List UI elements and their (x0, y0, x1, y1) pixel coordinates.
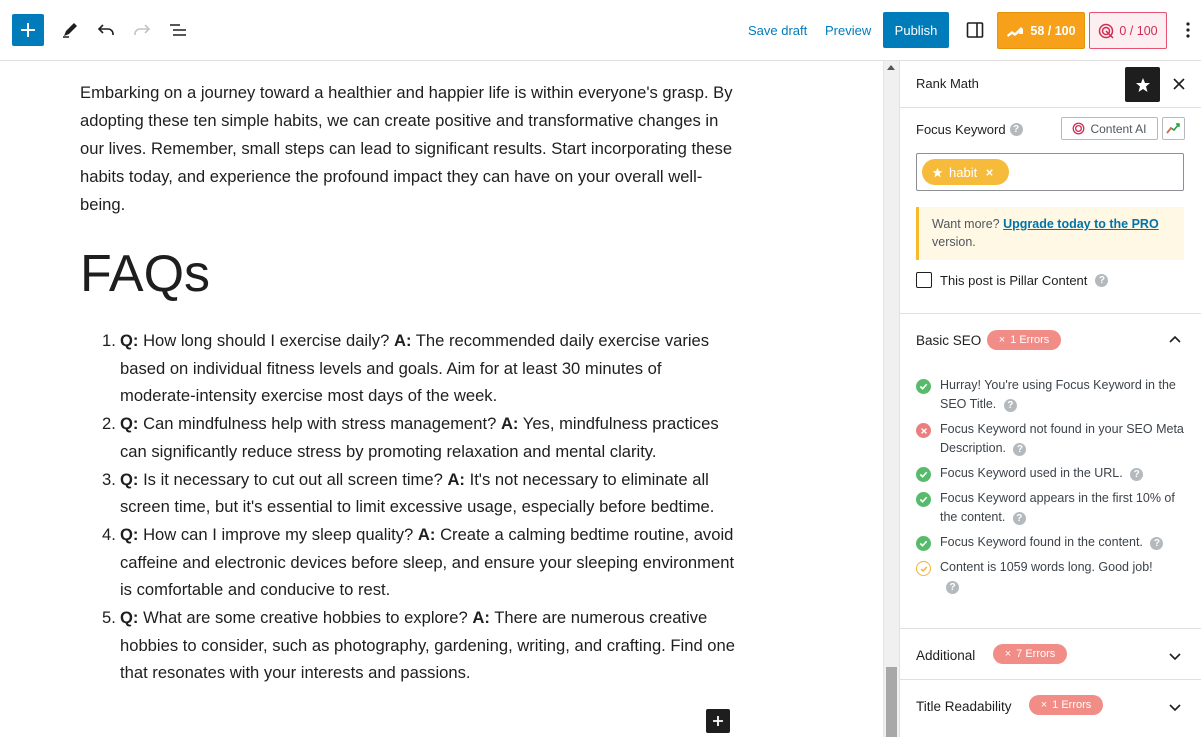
error-badge: × 7 Errors (993, 644, 1067, 664)
close-icon: × (1004, 648, 1012, 660)
content-ai-icon (1098, 23, 1114, 39)
basic-seo-section (900, 313, 1201, 629)
redo-button[interactable] (126, 14, 158, 46)
sidebar-header (900, 61, 1201, 108)
sidebar-toggle-icon (965, 20, 985, 40)
title-readability-title[interactable]: Title Readability (916, 699, 1012, 714)
close-sidebar-button[interactable] (1168, 73, 1190, 95)
kebab-menu-icon (1185, 21, 1191, 39)
plus-icon (711, 714, 725, 728)
upgrade-notice: Want more? Upgrade today to the PRO version. (916, 207, 1184, 260)
chevron-up-icon[interactable] (1168, 333, 1182, 347)
help-icon[interactable]: ? (946, 581, 959, 594)
error-badge: × 1 Errors (1029, 695, 1103, 715)
edit-tool-button[interactable] (54, 14, 86, 46)
editor-toolbar (0, 0, 1201, 61)
add-block-button[interactable] (12, 14, 44, 46)
save-draft-button[interactable]: Save draft (748, 23, 808, 38)
list-view-button[interactable] (162, 14, 194, 46)
keyword-tag[interactable] (922, 159, 1009, 185)
ai-score-value: 0 / 100 (1119, 23, 1158, 38)
help-icon[interactable]: ? (1013, 512, 1026, 525)
check-item-pass: Focus Keyword found in the content. ? (916, 533, 1188, 552)
chevron-down-icon[interactable] (1168, 649, 1182, 663)
error-icon (916, 423, 931, 438)
list-view-icon (168, 20, 188, 40)
close-icon: × (998, 334, 1006, 346)
paragraph-block[interactable]: Embarking on a journey toward a healthier and happier life is within everyone's grasp. By adopting these ten simple habits, we can create positive and transformative changes in our lives. Remember, small steps can lead to significant results. Start incorporating these habits today, and experience the profound impact they can have on your overall well-being. (80, 83, 733, 214)
help-icon[interactable]: ? (1130, 468, 1143, 481)
pillar-content-option (916, 272, 1108, 288)
publish-button[interactable]: Publish (883, 12, 949, 48)
chevron-down-icon[interactable] (1168, 700, 1182, 714)
faq-item: 3. Q: Is it necessary to cut out all screen time? A: It's not necessary to eliminate all screen time, but it's essential to limit excessive usage, especially before bedtime. (102, 469, 715, 517)
star-icon (932, 167, 943, 178)
close-icon (1173, 78, 1185, 90)
upgrade-link[interactable]: Upgrade today to the PRO (1003, 217, 1159, 231)
close-icon: × (1040, 699, 1048, 711)
editor-canvas (0, 61, 883, 737)
rank-math-sidebar (899, 61, 1201, 737)
content-ai-score-button[interactable] (1089, 12, 1167, 49)
focus-keyword-input[interactable] (916, 153, 1184, 191)
error-badge: × 1 Errors (987, 330, 1061, 350)
scrollbar-thumb[interactable] (886, 667, 897, 737)
pillar-content-checkbox[interactable] (916, 272, 932, 288)
sidebar-title: Rank Math (916, 76, 979, 91)
faq-item: 2. Q: Can mindfulness help with stress management? A: Yes, mindfulness practices can significantly reduce stress by promoting relaxation and mental clarity. (102, 414, 719, 461)
check-icon (916, 467, 931, 482)
title-readability-section[interactable] (900, 679, 1201, 737)
faq-item: 5. Q: What are some creative hobbies to explore? A: There are numerous creative hobbies to consider, such as photography, gardening, writing, and crafting. Find one that resonates with your interests and passions. (102, 608, 735, 683)
seo-score-value: 58 / 100 (1030, 23, 1076, 38)
editor-scrollbar[interactable] (883, 61, 899, 737)
pin-sidebar-button[interactable] (1125, 67, 1160, 102)
faq-list[interactable] (80, 327, 740, 687)
pencil-icon (60, 20, 80, 40)
preview-button[interactable]: Preview (825, 23, 872, 38)
undo-button[interactable] (90, 14, 122, 46)
additional-title[interactable]: Additional (916, 648, 976, 663)
close-icon[interactable] (985, 168, 994, 177)
options-menu-button[interactable] (1176, 14, 1200, 46)
help-icon[interactable]: ? (1150, 537, 1163, 550)
star-icon (1135, 77, 1151, 93)
keyword-tag-label: habit (949, 164, 978, 180)
help-icon[interactable]: ? (1004, 399, 1017, 412)
check-item-pass: Hurray! You're using Focus Keyword in the SEO Title. ? (916, 376, 1188, 414)
pillar-content-label[interactable]: This post is Pillar Content (940, 272, 1088, 288)
warning-icon (916, 561, 931, 576)
check-icon (916, 536, 931, 551)
settings-sidebar-toggle[interactable] (959, 14, 991, 46)
help-icon[interactable]: ? (1010, 123, 1023, 136)
help-icon[interactable]: ? (1095, 274, 1108, 287)
redo-icon (132, 20, 152, 40)
check-item-pass: Focus Keyword used in the URL. ? (916, 464, 1188, 483)
content-ai-icon (1072, 122, 1085, 135)
rank-math-icon (1006, 25, 1024, 37)
seo-checks-list (916, 376, 1188, 596)
faq-heading[interactable]: FAQs (80, 245, 211, 303)
scroll-up-arrow[interactable] (887, 65, 895, 70)
additional-section[interactable] (900, 628, 1201, 680)
undo-icon (96, 20, 116, 40)
check-item-pass: Focus Keyword appears in the first 10% of the content. ? (916, 489, 1188, 527)
check-icon (916, 379, 931, 394)
check-item-fail: Focus Keyword not found in your SEO Meta Description. ? (916, 420, 1188, 458)
trend-icon (1166, 122, 1181, 135)
basic-seo-title[interactable]: Basic SEO (916, 333, 982, 348)
check-item-warning: Content is 1059 words long. Good job! ? (916, 558, 1188, 596)
faq-item: 4. Q: How can I improve my sleep quality? A: Create a calming bedtime routine, avoid caffeine and electronic devices before sleep, and ensure your sleeping environment is comfortable and conducive to rest. (102, 524, 735, 600)
block-appender-button[interactable] (706, 709, 730, 733)
faq-item: 1. Q: How long should I exercise daily? A: The recommended daily exercise varies based on individual fitness levels and goals. Aim for at least 30 minutes of moderate-intensity exercise most days of the week. (102, 331, 710, 406)
content-ai-button[interactable]: Content AI (1061, 117, 1158, 140)
focus-keyword-label: Focus Keyword ? (916, 122, 1023, 137)
rank-math-seo-score-button[interactable] (997, 12, 1085, 49)
check-icon (916, 492, 931, 507)
keyword-trends-button[interactable] (1162, 117, 1185, 140)
plus-icon (19, 21, 37, 39)
help-icon[interactable]: ? (1013, 443, 1026, 456)
